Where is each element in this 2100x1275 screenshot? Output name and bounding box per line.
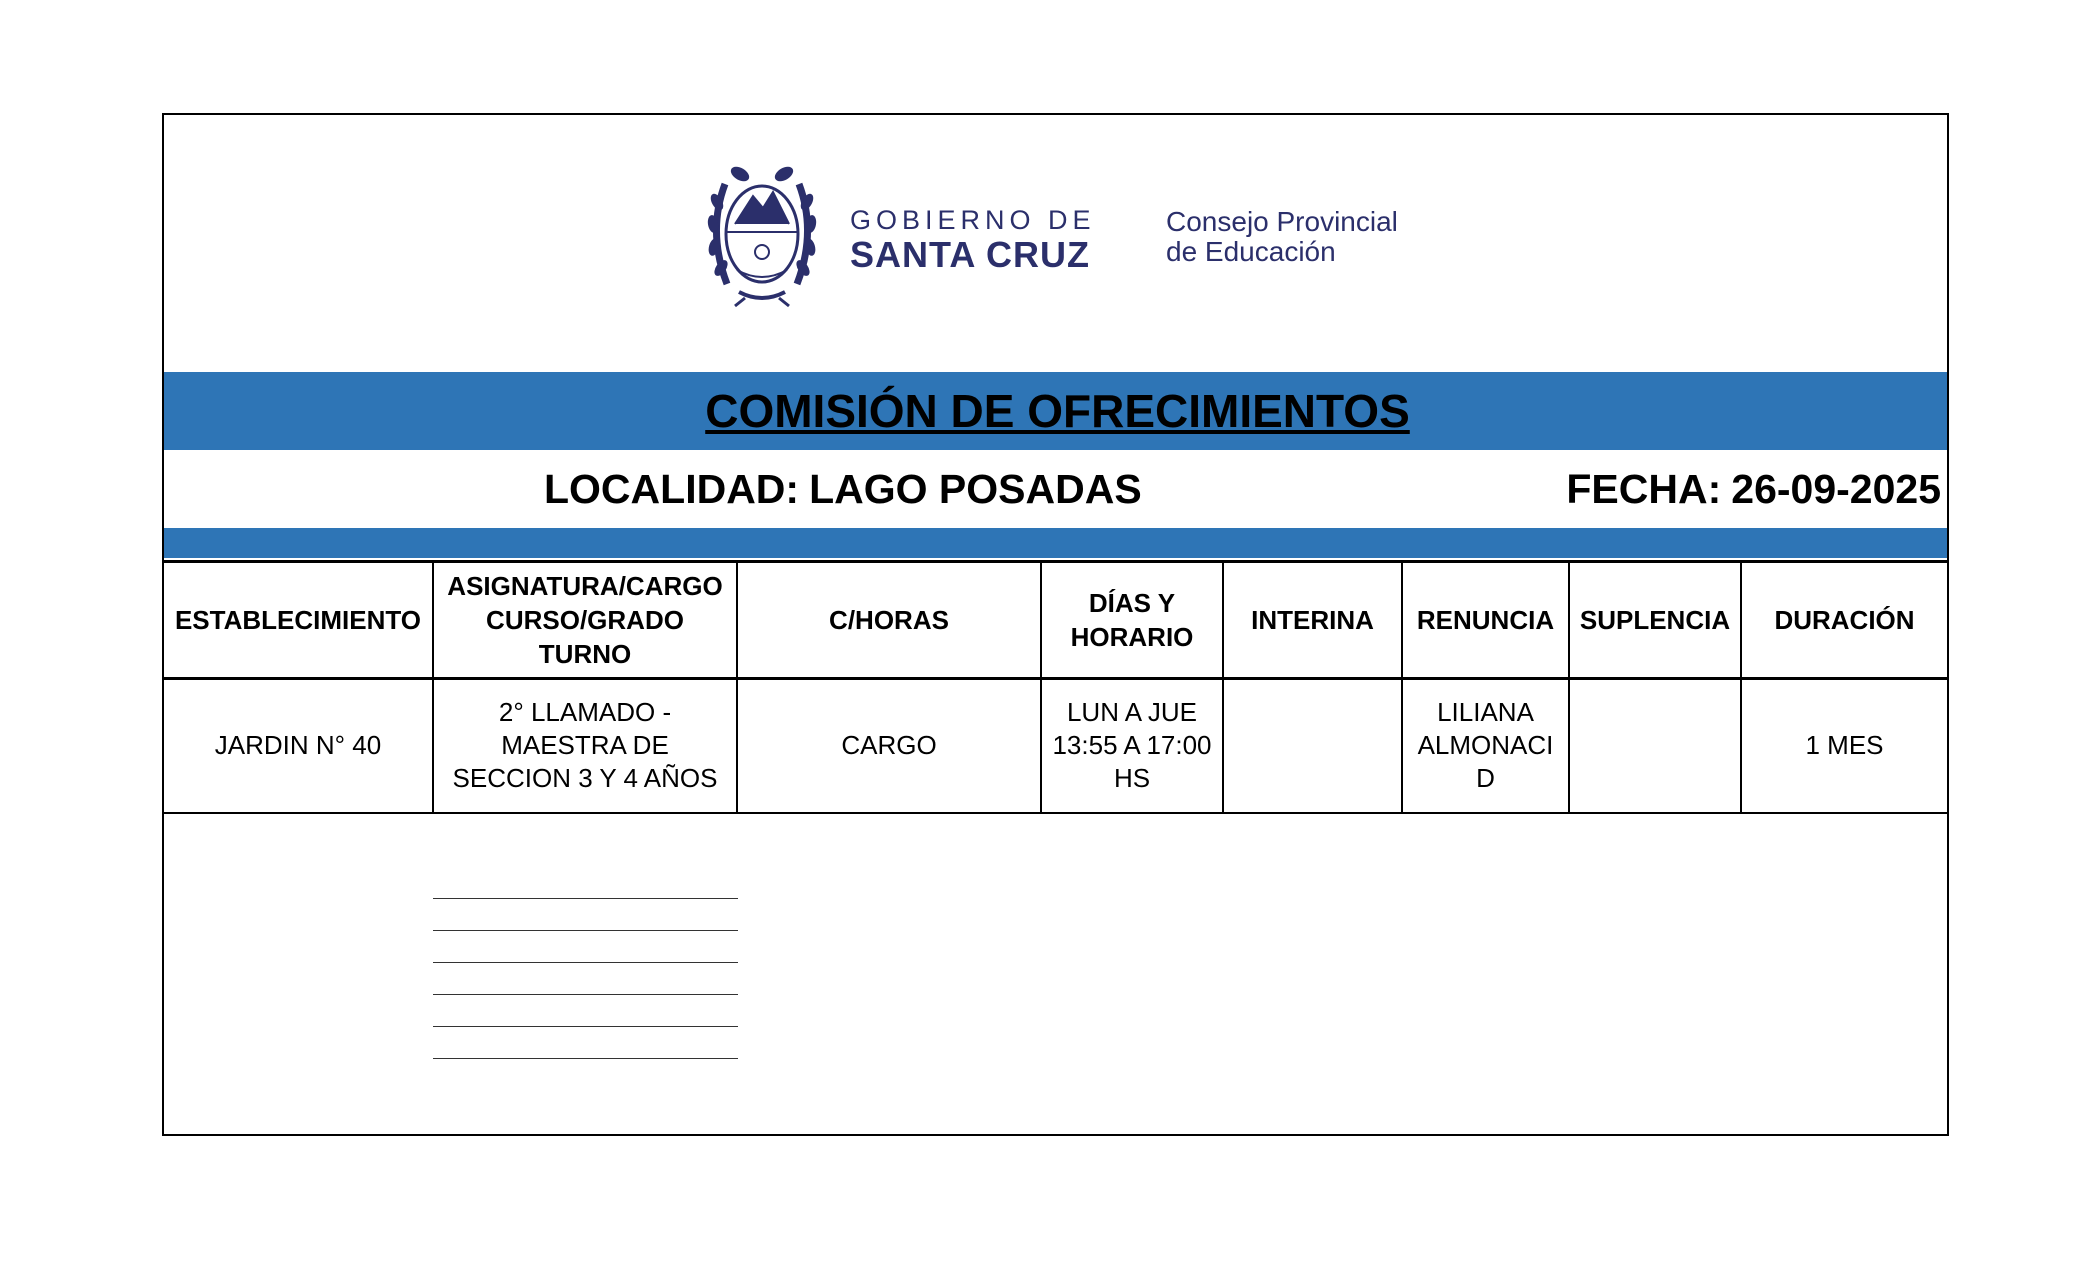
header-suplencia: SUPLENCIA bbox=[1569, 562, 1741, 679]
cell-suplencia bbox=[1569, 679, 1741, 813]
cell-dias-horario: LUN A JUE 13:55 A 17:00 HS bbox=[1041, 679, 1223, 813]
council-line-2: de Educación bbox=[1166, 236, 1336, 267]
header-interina: INTERINA bbox=[1223, 562, 1402, 679]
header-dias-horario: DÍAS Y HORARIO bbox=[1041, 562, 1223, 679]
signature-lines bbox=[433, 898, 738, 1090]
council-wordmark bbox=[1166, 207, 1398, 267]
fecha bbox=[1566, 466, 1941, 513]
separator-bar bbox=[164, 528, 1947, 558]
signature-line bbox=[433, 1026, 738, 1027]
signature-line bbox=[433, 898, 738, 899]
document-frame bbox=[162, 113, 1949, 1136]
header-duracion: DURACIÓN bbox=[1741, 562, 1947, 679]
offers-table bbox=[164, 560, 1947, 814]
cell-establecimiento: JARDIN N° 40 bbox=[164, 679, 433, 813]
signature-line bbox=[433, 994, 738, 995]
header-establecimiento: ESTABLECIMIENTO bbox=[164, 562, 433, 679]
localidad-value: LAGO POSADAS bbox=[809, 466, 1142, 512]
signature-line bbox=[433, 962, 738, 963]
signature-line bbox=[433, 1058, 738, 1059]
council-line-1: Consejo Provincial bbox=[1166, 206, 1398, 237]
cell-c-horas: CARGO bbox=[737, 679, 1041, 813]
table-header-row bbox=[164, 562, 1947, 679]
header-c-horas: C/HORAS bbox=[737, 562, 1041, 679]
localidad bbox=[544, 466, 1142, 513]
signature-line bbox=[433, 930, 738, 931]
title-bar bbox=[164, 372, 1947, 450]
cell-asignatura: 2° LLAMADO - MAESTRA DE SECCION 3 Y 4 AÑOS bbox=[433, 679, 737, 813]
header-renuncia: RENUNCIA bbox=[1402, 562, 1569, 679]
table-row bbox=[164, 679, 1947, 813]
gov-line-1: GOBIERNO DE bbox=[850, 205, 1096, 235]
fecha-label: FECHA: bbox=[1566, 466, 1722, 512]
government-wordmark bbox=[850, 205, 1096, 275]
cell-duracion: 1 MES bbox=[1741, 679, 1947, 813]
coat-of-arms-icon bbox=[705, 162, 819, 308]
header-logo-area bbox=[164, 115, 1947, 372]
page-title: COMISIÓN DE OFRECIMIENTOS bbox=[705, 385, 1410, 437]
cell-renuncia: LILIANA ALMONACI D bbox=[1402, 679, 1569, 813]
localidad-label: LOCALIDAD: bbox=[544, 466, 800, 512]
fecha-value: 26-09-2025 bbox=[1731, 466, 1941, 512]
header-asignatura: ASIGNATURA/CARGO CURSO/GRADO TURNO bbox=[433, 562, 737, 679]
info-row bbox=[164, 450, 1947, 528]
gov-line-2: SANTA CRUZ bbox=[850, 234, 1090, 275]
cell-interina bbox=[1223, 679, 1402, 813]
